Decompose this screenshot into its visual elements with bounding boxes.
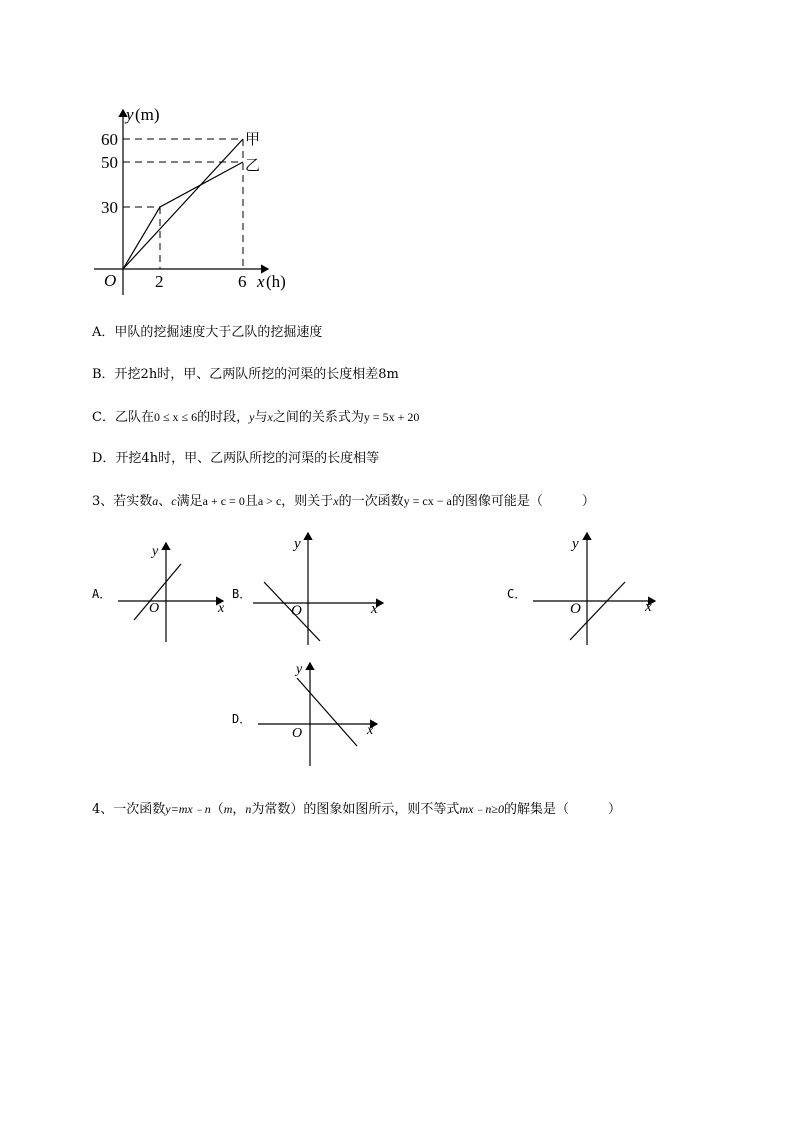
graph-c-label: C． bbox=[507, 587, 527, 601]
option-a: A．甲队的挖掘速度大于乙队的挖掘速度 bbox=[92, 325, 323, 340]
q3-sep: 、 bbox=[158, 494, 172, 509]
y-tick-60: 60 bbox=[101, 130, 118, 149]
svg-text:x: x bbox=[371, 601, 378, 617]
x-tick-2: 2 bbox=[155, 272, 164, 291]
svg-text:y: y bbox=[294, 536, 301, 552]
q3-x: x bbox=[333, 494, 339, 508]
svg-text:O: O bbox=[149, 601, 160, 616]
y-axis-label: y bbox=[126, 105, 134, 124]
q3-a: a bbox=[152, 494, 159, 508]
y-tick-50: 50 bbox=[101, 153, 118, 172]
q4-t2: 的解集是（ ） bbox=[504, 802, 622, 817]
option-c-mid1: 的时段， bbox=[197, 410, 250, 425]
q4-t1: 的图象如图所示，则不等式 bbox=[303, 802, 460, 817]
question-3 bbox=[92, 492, 595, 511]
option-c-x: x bbox=[267, 410, 273, 424]
q4-paren-open: （ bbox=[210, 802, 224, 817]
q4-const: 为常数） bbox=[251, 802, 304, 817]
q4-func: y=mx﹣n bbox=[165, 802, 211, 816]
x-axis-label: x bbox=[257, 272, 265, 291]
line-jia bbox=[123, 139, 243, 269]
svg-text:y: y bbox=[152, 544, 159, 559]
option-c-formula: y = 5x + 20 bbox=[363, 410, 420, 424]
q3-func: y = cx − a bbox=[403, 494, 452, 508]
q4-m: m bbox=[223, 802, 233, 816]
graph-b bbox=[250, 530, 390, 650]
option-b: B．开挖2h时，甲、乙两队所挖的河渠的长度相差8m bbox=[92, 367, 399, 382]
option-d: D．开挖4h时，甲、乙两队所挖的河渠的长度相等 bbox=[92, 451, 380, 466]
svg-text:y: y bbox=[296, 662, 303, 677]
q3-t4: 的一次函数 bbox=[338, 494, 404, 509]
option-c-range: 0 ≤ x ≤ 6 bbox=[153, 410, 198, 424]
q3-cond1: a + c = 0 bbox=[202, 494, 245, 508]
graph-a bbox=[115, 540, 235, 645]
q3-cond2: a > c bbox=[257, 494, 282, 508]
option-c-mid2: 与 bbox=[254, 410, 268, 425]
q3-prefix: 3、若实数 bbox=[92, 494, 153, 509]
x-unit-label: (h) bbox=[266, 272, 286, 291]
svg-text:O: O bbox=[291, 603, 302, 619]
svg-text:x: x bbox=[645, 599, 652, 615]
y-unit-label: (m) bbox=[135, 105, 160, 124]
q3-t2: 且 bbox=[244, 494, 258, 509]
x-tick-6: 6 bbox=[238, 272, 247, 291]
q3-t3: ，则关于 bbox=[281, 494, 334, 509]
svg-text:y: y bbox=[572, 536, 579, 552]
q4-n: n bbox=[245, 802, 252, 816]
option-c bbox=[92, 408, 419, 427]
option-c-prefix: C．乙队在 bbox=[92, 410, 154, 425]
graph-d-label: D． bbox=[232, 712, 252, 726]
q4-comma: ， bbox=[232, 802, 246, 817]
y-tick-30: 30 bbox=[101, 198, 118, 217]
graph-a-label: A． bbox=[92, 587, 112, 601]
origin-label: O bbox=[104, 271, 117, 290]
series-yi-label: 乙 bbox=[245, 158, 261, 174]
graph-b-label: B． bbox=[232, 587, 252, 601]
q3-t1: 满足 bbox=[176, 494, 203, 509]
q4-ineq: mx﹣n≥0 bbox=[459, 802, 505, 816]
svg-text:x: x bbox=[218, 601, 225, 616]
svg-text:x: x bbox=[367, 723, 374, 738]
option-c-y: y bbox=[249, 410, 255, 424]
graph-c bbox=[530, 530, 665, 650]
series-jia-label: 甲 bbox=[245, 132, 261, 148]
line-yi bbox=[123, 162, 243, 269]
q3-c: c bbox=[171, 494, 177, 508]
svg-text:O: O bbox=[570, 601, 581, 617]
option-c-mid3: 之间的关系式为 bbox=[272, 410, 364, 425]
question-4 bbox=[92, 800, 621, 819]
excavation-graph bbox=[90, 100, 310, 300]
svg-text:O: O bbox=[292, 726, 303, 741]
graph-d bbox=[255, 660, 385, 770]
q3-t5: 的图像可能是（ ） bbox=[451, 494, 595, 509]
q4-prefix: 4、一次函数 bbox=[92, 802, 166, 817]
